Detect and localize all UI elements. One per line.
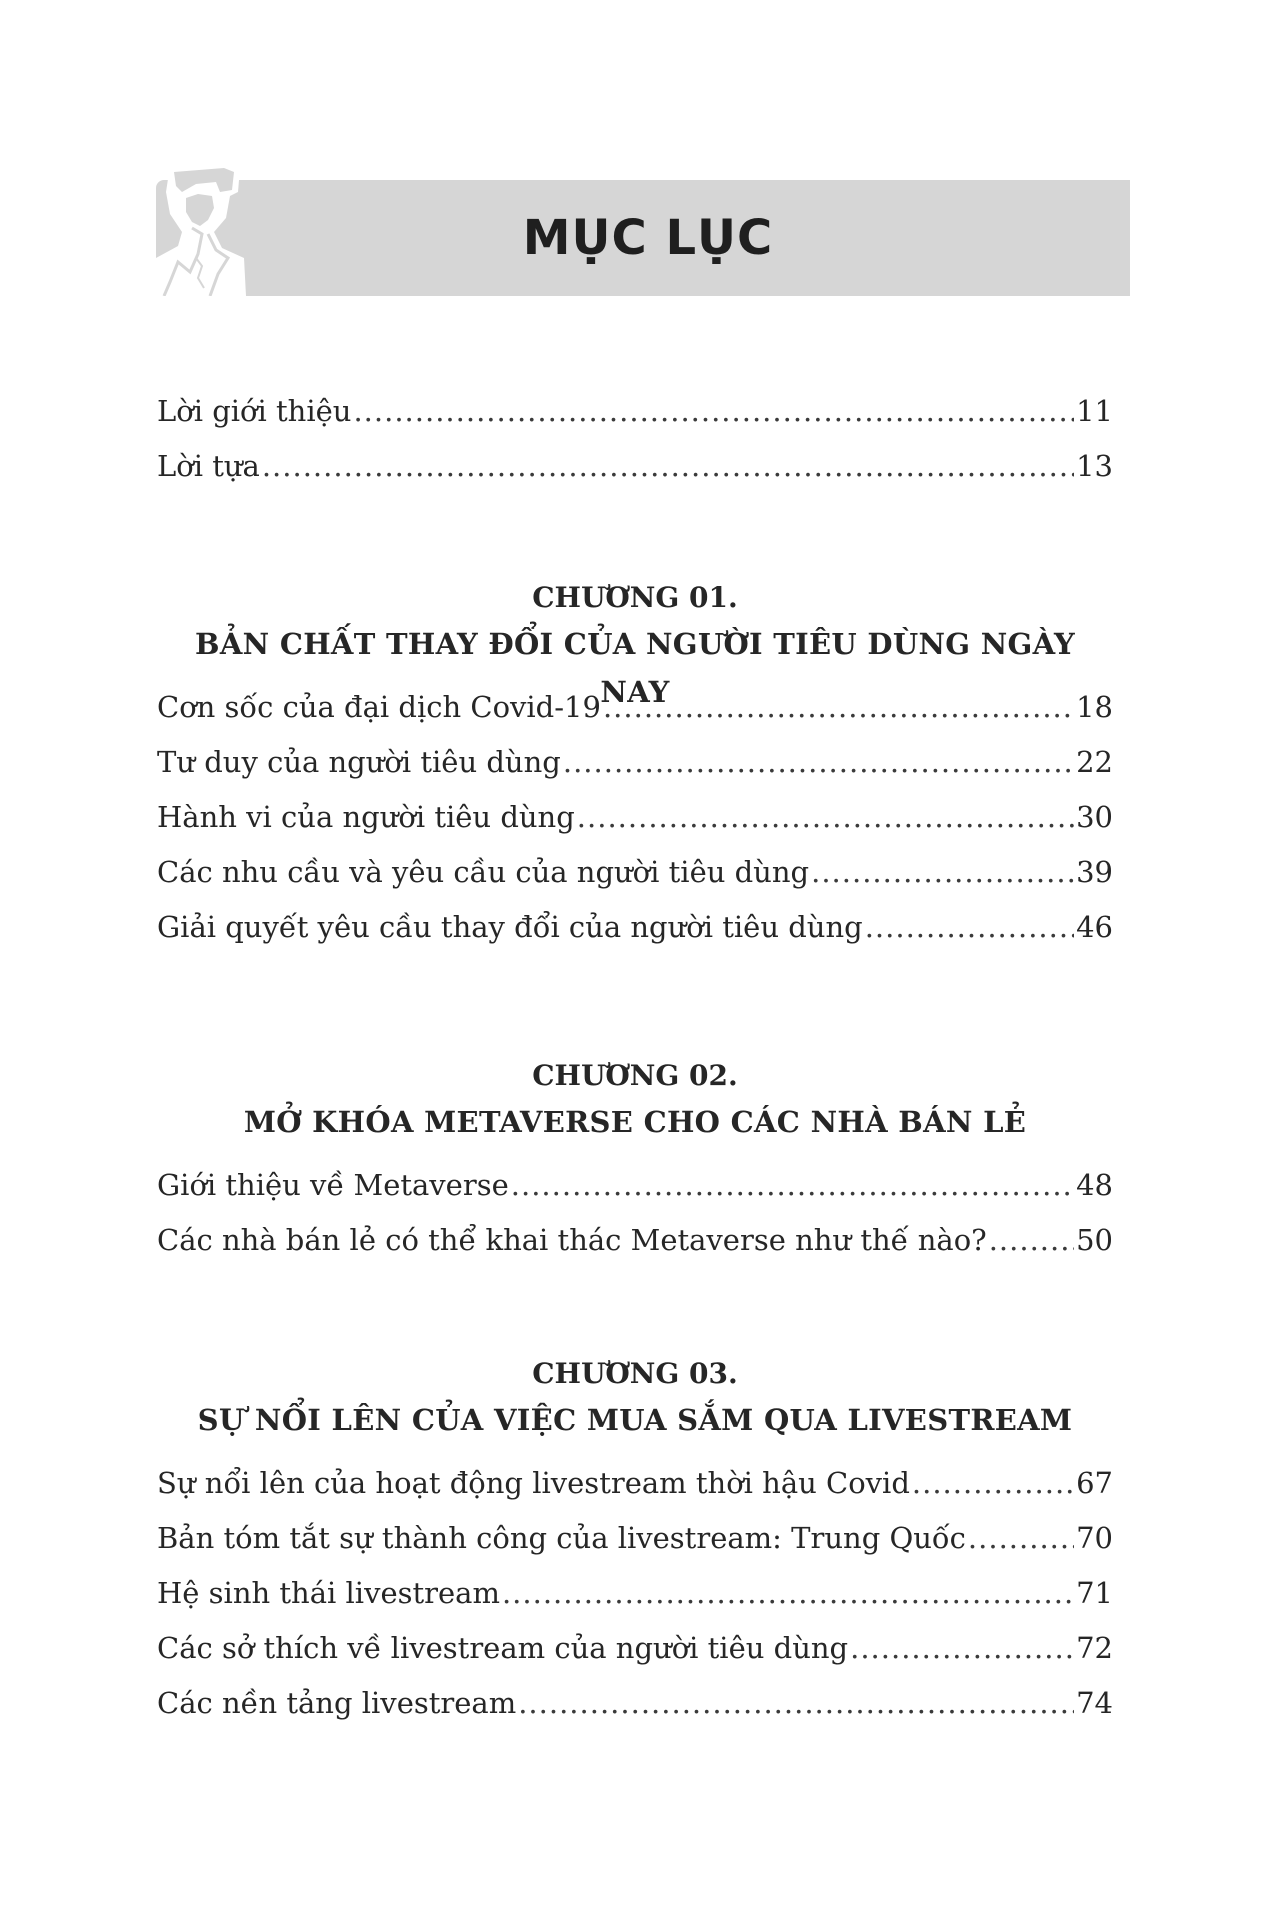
dot-leader xyxy=(989,1223,1074,1257)
toc-entry[interactable] xyxy=(157,910,1113,965)
entry-title: Các nhu cầu và yêu cầu của người tiêu dùng xyxy=(157,855,810,889)
entry-title: Hành vi của người tiêu dùng xyxy=(157,800,575,834)
entry-page-number: 22 xyxy=(1076,745,1113,779)
header-band xyxy=(156,180,1130,296)
entry-title: Giới thiệu về Metaverse xyxy=(157,1168,509,1202)
entry-page-number: 48 xyxy=(1076,1168,1113,1202)
toc-entry[interactable] xyxy=(157,449,1113,504)
entry-page-number: 50 xyxy=(1076,1223,1113,1257)
entry-title: Bản tóm tắt sự thành công của livestream: Trung Quốc xyxy=(157,1521,966,1555)
toc-entry[interactable] xyxy=(157,1466,1113,1521)
entry-page-number: 72 xyxy=(1076,1631,1113,1665)
dot-leader xyxy=(577,800,1074,834)
chapter-entry-list xyxy=(157,690,1113,965)
entry-title: Các nhà bán lẻ có thể khai thác Metaverse như thế nào? xyxy=(157,1223,987,1257)
entry-page-number: 30 xyxy=(1076,800,1113,834)
dot-leader xyxy=(502,1576,1074,1610)
chapter-title: BẢN CHẤT THAY ĐỔI CỦA NGƯỜI TIÊU DÙNG NGÀY NAY xyxy=(195,627,1075,709)
dot-leader xyxy=(262,449,1074,483)
entry-page-number: 11 xyxy=(1076,394,1113,428)
entry-title: Các sở thích về livestream của người tiêu dùng xyxy=(157,1631,849,1665)
entry-title: Hệ sinh thái livestream xyxy=(157,1576,500,1610)
dot-leader xyxy=(518,1686,1074,1720)
toc-entry[interactable] xyxy=(157,855,1113,910)
dot-leader xyxy=(850,1631,1074,1665)
dot-leader xyxy=(811,855,1074,889)
entry-title: Lời giới thiệu xyxy=(157,394,352,428)
entry-page-number: 74 xyxy=(1076,1686,1113,1720)
toc-entry[interactable] xyxy=(157,800,1113,855)
dot-leader xyxy=(563,745,1074,779)
entry-page-number: 18 xyxy=(1076,690,1113,724)
entry-page-number: 13 xyxy=(1076,449,1113,483)
entry-title: Giải quyết yêu cầu thay đổi của người tiêu dùng xyxy=(157,910,863,944)
dot-leader xyxy=(353,394,1074,428)
chapter-title: SỰ NỔI LÊN CỦA VIỆC MUA SẮM QUA LIVESTREAM xyxy=(197,1403,1073,1437)
chapter-entry-list xyxy=(157,1466,1113,1741)
dot-leader xyxy=(603,690,1074,724)
toc-entry[interactable] xyxy=(157,1631,1113,1686)
page-title: MỤC LỤC xyxy=(522,210,774,266)
chapter-number: CHƯƠNG 03. xyxy=(532,1357,738,1390)
entry-page-number: 67 xyxy=(1076,1466,1113,1500)
dot-leader xyxy=(865,910,1074,944)
toc-entry[interactable] xyxy=(157,394,1113,449)
toc-entry[interactable] xyxy=(157,745,1113,800)
intro-list xyxy=(157,394,1113,504)
entry-title: Lời tựa xyxy=(157,449,260,483)
dot-leader xyxy=(968,1521,1074,1555)
entry-page-number: 70 xyxy=(1076,1521,1113,1555)
chapter-heading xyxy=(157,1054,1113,1146)
entry-title: Sự nổi lên của hoạt động livestream thời hậu Covid xyxy=(157,1466,910,1500)
toc-entry[interactable] xyxy=(157,1686,1113,1741)
chapter-entry-list xyxy=(157,1168,1113,1278)
author-portrait-icon xyxy=(156,162,246,296)
toc-entry[interactable] xyxy=(157,1576,1113,1631)
entry-title: Cơn sốc của đại dịch Covid-19 xyxy=(157,690,601,724)
entry-page-number: 39 xyxy=(1076,855,1113,889)
chapter-number: CHƯƠNG 01. xyxy=(532,581,738,614)
dot-leader xyxy=(511,1168,1074,1202)
entry-page-number: 71 xyxy=(1076,1576,1113,1610)
entry-title: Các nền tảng livestream xyxy=(157,1686,517,1720)
entry-page-number: 46 xyxy=(1076,910,1113,944)
chapter-number: CHƯƠNG 02. xyxy=(532,1059,738,1092)
toc-entry[interactable] xyxy=(157,1168,1113,1223)
entry-title: Tư duy của người tiêu dùng xyxy=(157,745,561,779)
toc-entry[interactable] xyxy=(157,1521,1113,1576)
toc-entry[interactable] xyxy=(157,690,1113,745)
toc-entry[interactable] xyxy=(157,1223,1113,1278)
chapter-heading xyxy=(157,1352,1113,1444)
chapter-title: MỞ KHÓA METAVERSE CHO CÁC NHÀ BÁN LẺ xyxy=(243,1105,1027,1139)
dot-leader xyxy=(912,1466,1074,1500)
